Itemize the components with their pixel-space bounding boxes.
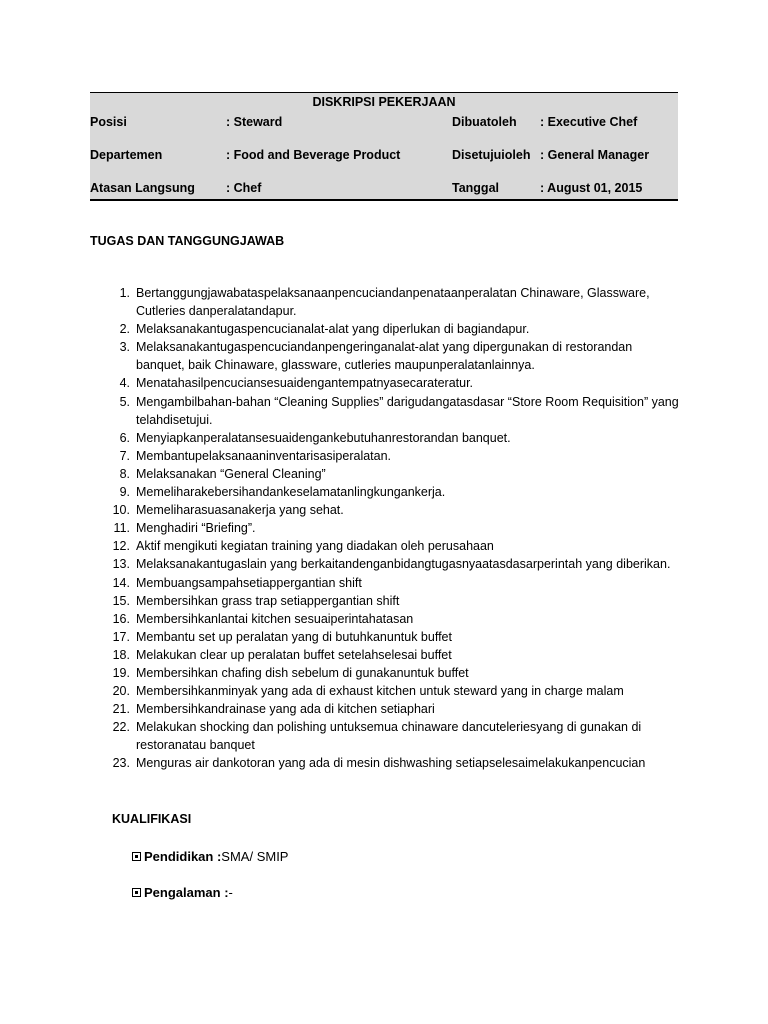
duty-text: Menatahasilpencuciansesuaidengantempatnyasecarateratur. (136, 376, 474, 391)
duty-number: 20. (112, 684, 130, 699)
duty-number: 9. (119, 485, 130, 500)
duty-item (110, 682, 680, 700)
checkbox-bullet-icon (132, 852, 141, 861)
qualification-value: SMA/ SMIP (221, 849, 289, 864)
duty-number: 11. (113, 521, 130, 536)
duty-item (110, 646, 680, 664)
duty-text: Melakukan shocking dan polishing untuksemua chinaware dancuteleriesyang di gunakan di restoranatau banquet (136, 720, 642, 753)
duty-item (110, 610, 680, 628)
duty-number: 12. (112, 539, 130, 554)
duty-number: 10. (112, 503, 130, 518)
approved-by-label: Disetujuioleh (452, 148, 531, 162)
duty-number: 1. (119, 286, 130, 300)
duty-item (110, 338, 680, 374)
duty-text: Membersihkanminyak yang ada di exhaust kitchen untuk steward yang in charge malam (136, 684, 624, 699)
duty-text: Menghadiri “Briefing”. (136, 521, 256, 536)
duty-number: 23. (112, 756, 130, 771)
duty-number: 13. (112, 557, 130, 572)
duty-number: 14. (112, 575, 130, 590)
duties-list (110, 284, 680, 773)
duty-text: Membersihkanlantai kitchen sesuaiperintahatasan (136, 611, 414, 626)
duty-text: Membantu set up peralatan yang di butuhkanuntuk buffet (136, 629, 452, 644)
qualification-label: Pengalaman : (144, 885, 229, 900)
duty-text: Memeliharakebersihandankeselamatanlingkungankerja. (136, 485, 446, 500)
duty-number: 6. (119, 430, 130, 445)
duty-number: 16. (112, 611, 130, 626)
duty-text: Melaksanakan “General Cleaning” (136, 466, 326, 481)
date-value: : August 01, 2015 (540, 181, 643, 195)
duty-number: 2. (119, 322, 130, 337)
duty-text: Aktif mengikuti kegiatan training yang diadakan oleh perusahaan (136, 539, 494, 554)
qualification-label: Pendidikan : (144, 849, 222, 864)
duty-number: 22. (112, 720, 130, 735)
qualification-experience (132, 885, 233, 900)
duty-text: Melakukan clear up peralatan buffet setelahselesai buffet (136, 647, 452, 662)
duty-number: 7. (119, 448, 130, 463)
created-by-label: Dibuatoleh (452, 115, 517, 129)
duty-item (110, 555, 680, 573)
duty-item (110, 754, 680, 772)
duty-number: 17. (112, 629, 130, 644)
department-label: Departemen (90, 148, 163, 162)
duty-item (110, 465, 680, 483)
supervisor-label: Atasan Langsung (90, 181, 195, 195)
document-title: DISKRIPSI PEKERJAAN (312, 95, 456, 109)
duty-number: 18. (112, 647, 130, 662)
duty-number: 8. (119, 466, 130, 481)
duty-number: 19. (112, 665, 130, 680)
duty-item (110, 700, 680, 718)
duty-item (110, 519, 680, 537)
qualification-value: - (228, 885, 233, 900)
duty-item (110, 664, 680, 682)
position-value: : Steward (226, 115, 283, 129)
duty-text: Memeliharasuasanakerja yang sehat. (136, 503, 344, 518)
duty-number: 21. (112, 702, 130, 717)
duty-text: Membantupelaksanaaninventarisasiperalatan. (136, 448, 392, 463)
duty-item (110, 447, 680, 465)
duty-text: Bertanggungjawabataspelaksanaanpencuciandanpenataanperalatan Chinaware, Glassware, Cutleries danperalatandapur. (136, 286, 650, 319)
checkbox-bullet-icon (132, 888, 141, 897)
duty-item (110, 592, 680, 610)
position-label: Posisi (90, 115, 127, 129)
duty-text: Melaksanakantugaspencucianalat-alat yang diperlukan di bagiandapur. (136, 322, 530, 337)
duties-heading: TUGAS DAN TANGGUNGJAWAB (90, 234, 285, 248)
duty-item (110, 501, 680, 519)
date-label: Tanggal (452, 181, 499, 195)
duty-item (110, 320, 680, 338)
duty-text: Membersihkan chafing dish sebelum di gunakanuntuk buffet (136, 665, 469, 680)
duty-number: 4. (119, 376, 130, 391)
duty-item (110, 537, 680, 555)
duty-item (110, 284, 680, 320)
duty-item (110, 374, 680, 392)
duty-text: Mengambilbahan-bahan “Cleaning Supplies” darigudangatasdasar “Store Room Requisition” yang telahdisetujui. (136, 394, 679, 427)
duty-number: 5. (119, 394, 130, 409)
created-by-value: : Executive Chef (540, 115, 638, 129)
qualification-education (132, 849, 288, 864)
duty-item (110, 628, 680, 646)
duty-text: Melaksanakantugaspencuciandanpengeringanalat-alat yang dipergunakan di restorandan banquet, baik Chinaware, glassware, cutleries maupunperalatanlainnya. (136, 340, 633, 373)
department-value: : Food and Beverage Product (226, 148, 401, 162)
duty-text: Membersihkan grass trap setiappergantian shift (136, 593, 400, 608)
duty-number: 3. (119, 340, 130, 355)
duty-number: 15. (112, 593, 130, 608)
duty-item (110, 574, 680, 592)
duty-text: Menyiapkanperalatansesuaidengankebutuhanrestorandan banquet. (136, 430, 511, 445)
duty-text: Melaksanakantugaslain yang berkaitandenganbidangtugasnyaatasdasarperintah yang diberikan. (136, 557, 671, 572)
job-description-header (90, 92, 678, 201)
duty-text: Menguras air dankotoran yang ada di mesin dishwashing setiapselesaimelakukanpencucian (136, 756, 646, 771)
duty-item (110, 483, 680, 501)
duty-item (110, 429, 680, 447)
qualifications-heading: KUALIFIKASI (112, 812, 192, 826)
duty-text: Membuangsampahsetiappergantian shift (136, 575, 362, 590)
duty-text: Membersihkandrainase yang ada di kitchen setiaphari (136, 702, 435, 717)
duty-item (110, 393, 680, 429)
supervisor-value: : Chef (226, 181, 262, 195)
approved-by-value: : General Manager (540, 148, 650, 162)
duty-item (110, 718, 680, 754)
